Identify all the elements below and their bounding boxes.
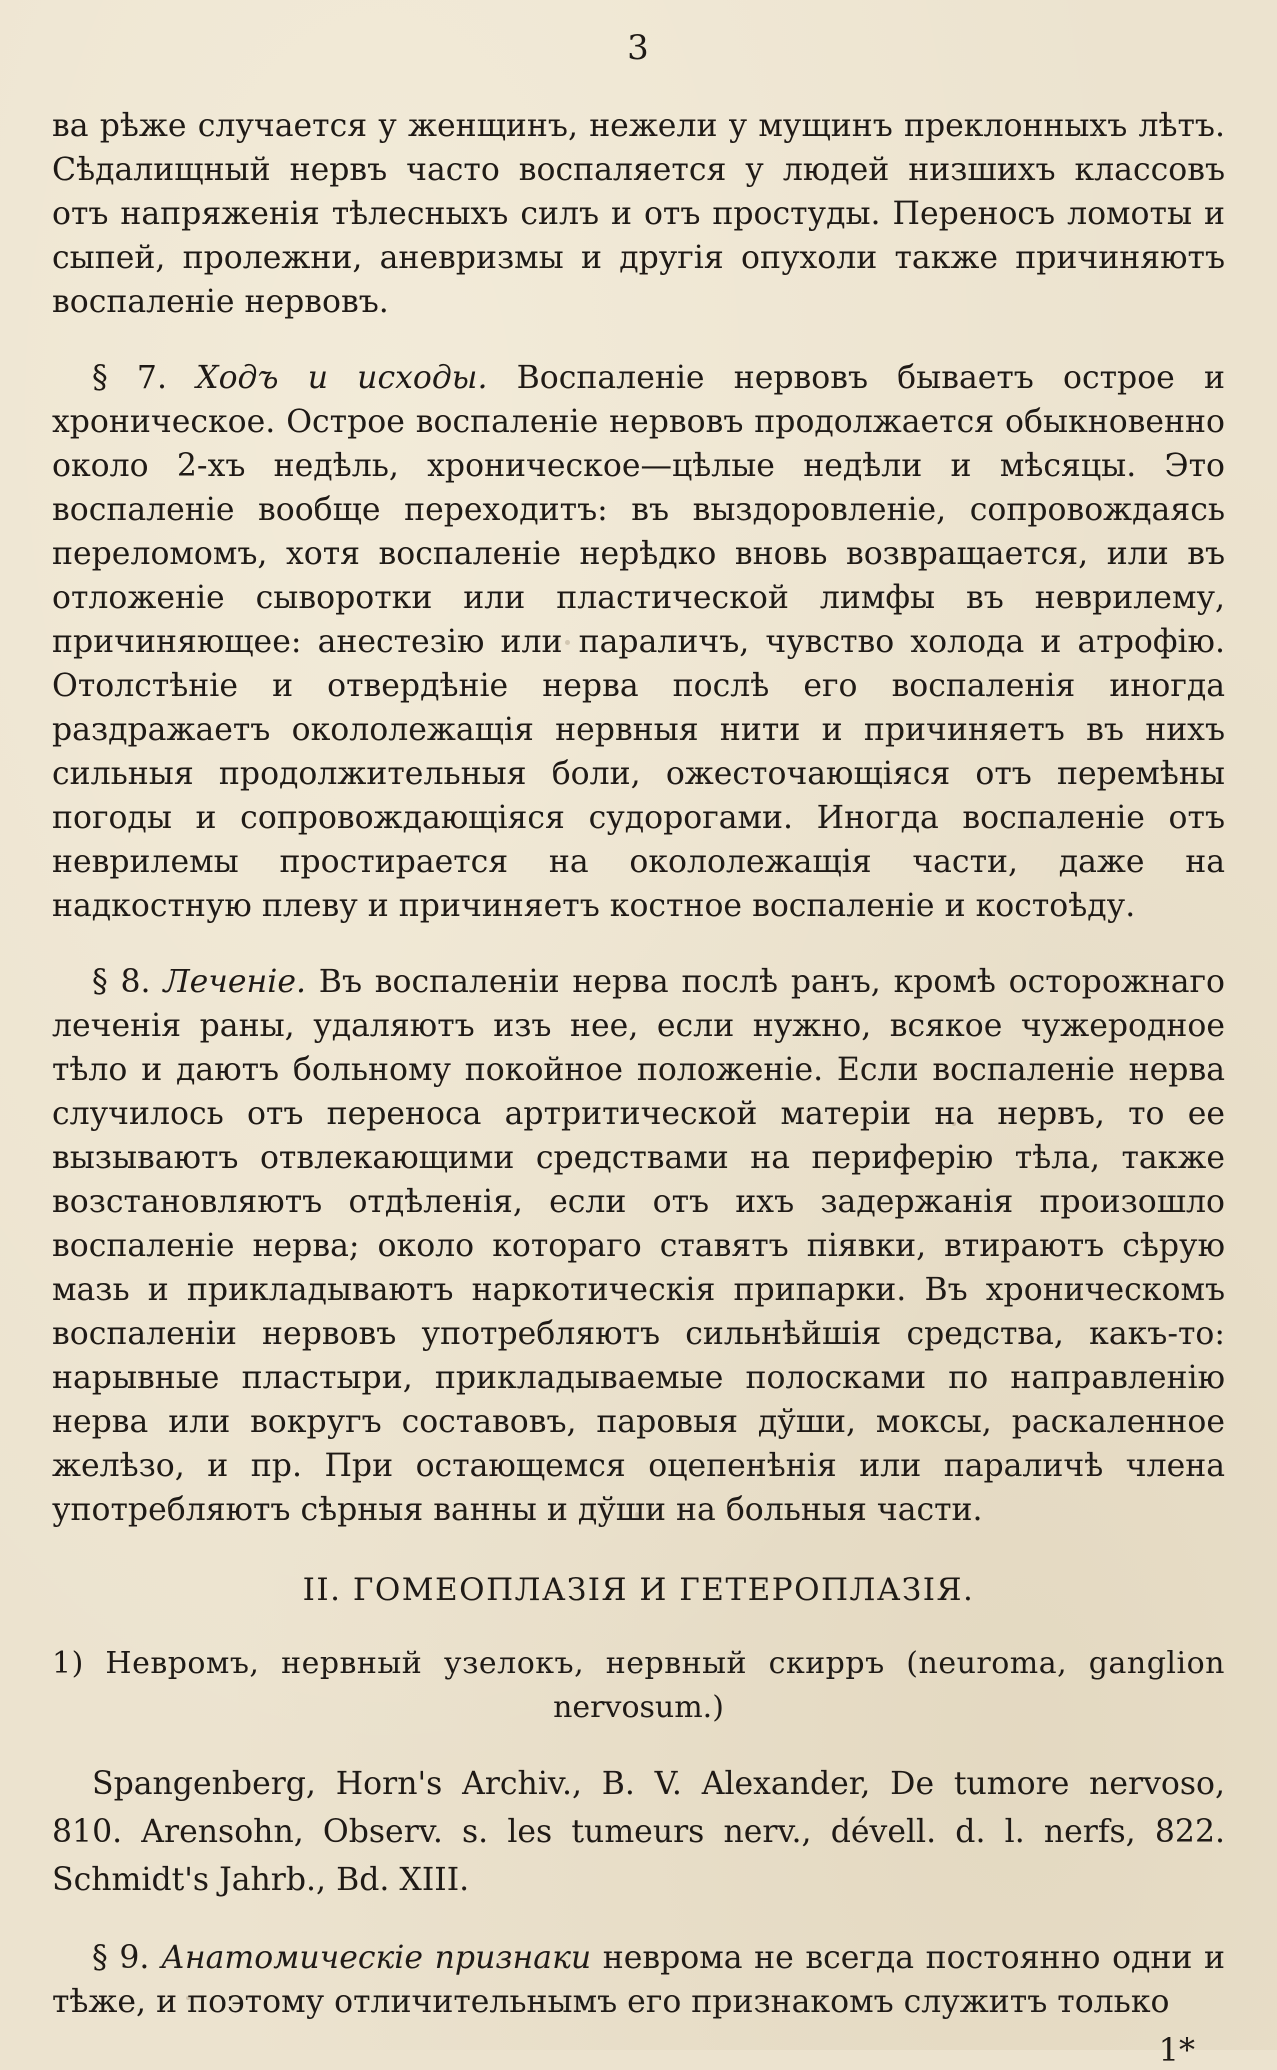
part-heading: II. ГОМЕОПЛАЗІЯ И ГЕТЕРОПЛАЗІЯ.: [302, 1572, 975, 1608]
paragraph-gap: [52, 324, 1225, 356]
section-9-text: неврома не всегда постоянно одни и тѣже, и поэтому отличительнымъ его признакомъ служитъ только: [52, 1940, 1225, 2020]
subsection-1-heading: [52, 1642, 1225, 1730]
subsection-1-heading-line1: 1) Невромъ, нервный узелокъ, нервный скирръ (neuroma, ganglion: [52, 1646, 1225, 1681]
section-8-number: § 8.: [92, 964, 151, 1000]
ink-speck: [635, 1512, 639, 1518]
section-8-title: Леченіе.: [163, 964, 307, 1000]
ink-speck: [565, 640, 570, 645]
section-9: [52, 1936, 1225, 2024]
ink-speck: [186, 1996, 190, 2000]
signature-mark: 1*: [1158, 2031, 1195, 2069]
references: Spangenberg, Horn's Archiv., B. V. Alexander, De tumore nervoso, 810. Arensohn, Observ. s. les tumeurs nerv., dévell. d. l. nerfs, 822. Schmidt's Jahrb., Bd. XIII.: [52, 1766, 1225, 1898]
section-7-text: Воспаленіе нервовъ бываетъ острое и хроническое. Острое воспаленіе нервовъ продолжается обыкновенно около 2-хъ недѣль, хроническое—цѣлые недѣли и мѣсяцы. Это воспаленіе вообще переходитъ: въ выздоровленіе, сопровождаясь переломомъ, хотя воспаленіе нерѣдко вновь возвращается, или въ отложеніе сыворотки или пластической лимфы въ неврилему, причиняющее: анестезію или параличъ, чувство холода и атрофію. Отолстѣніе и отвердѣніе нерва послѣ его воспаленія иногда раздражаетъ окололежащія нервныя нити и причиняетъ въ нихъ сильныя продолжительныя боли, ожесточающіяся отъ перемѣны погоды и сопровождающіяся судорогами. Иногда воспаленіе отъ неврилемы простирается на окололежащія части, даже на надкостную плеву и причиняетъ костное воспаленіе и костоѣду.: [52, 360, 1225, 924]
section-7: [52, 356, 1225, 928]
section-9-title: Анатомическіе признаки: [161, 1940, 592, 1976]
paragraph-gap: [52, 928, 1225, 960]
section-8-text: Въ воспаленіи нерва послѣ ранъ, кромѣ осторожнаго леченія раны, удаляютъ изъ нее, если нужно, всякое чужеродное тѣло и даютъ больному покойное положеніе. Если воспаленіе нерва случилось отъ переноса артритической матеріи на нервъ, то ее вызываютъ отвлекающими средствами на периферію тѣла, также возстановляютъ отдѣленія, если отъ ихъ задержанія произошло воспаленіе нерва; около котораго ставятъ піявки, втираютъ сѣрую мазь и прикладываютъ наркотическія припарки. Въ хроническомъ воспаленіи нервовъ употребляютъ сильнѣйшія средства, какъ-то: нарывные пластыри, прикладываемые полосками по направленію нерва или вокругъ составовъ, паровыя дўши, моксы, раскаленное желѣзо, и пр. При остающемся оцепенѣнія или параличѣ члена употребляютъ сѣрныя ванны и дўши на больныя части.: [52, 964, 1226, 1528]
section-8: [52, 960, 1225, 1532]
section-9-number: § 9.: [92, 1940, 150, 1976]
section-7-title: Ходъ и исходы.: [196, 360, 488, 396]
paragraph-intro: ва рѣже случается у женщинъ, нежели у мущинъ преклонныхъ лѣтъ. Сѣдалищный нервъ часто воспаляется у людей низшихъ классовъ отъ напряженія тѣлесныхъ силъ и отъ простуды. Переносъ ломоты и сыпей, пролежни, аневризмы и другія опухоли также причиняютъ воспаленіе нервовъ.: [52, 108, 1225, 320]
subsection-1-heading-line2: nervosum.): [553, 1690, 724, 1725]
ink-speck: [952, 1122, 956, 1126]
page-number: 3: [627, 28, 650, 68]
section-7-number: § 7.: [92, 360, 167, 396]
paragraph-gap: [52, 1904, 1225, 1936]
